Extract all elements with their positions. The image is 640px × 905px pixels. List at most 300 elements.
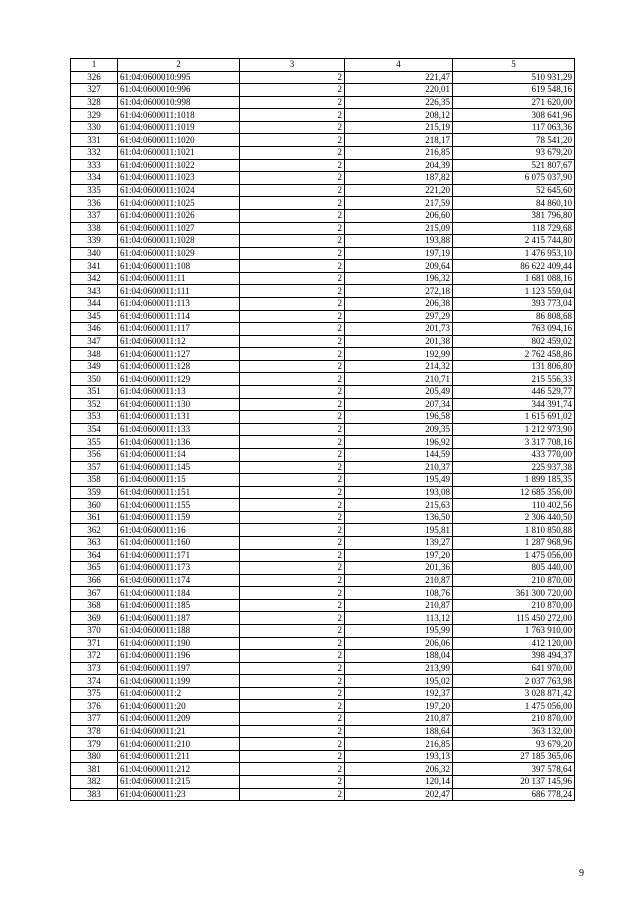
row-number-cell: 342 xyxy=(71,272,118,285)
row-number-cell: 345 xyxy=(71,310,118,323)
category-cell: 2 xyxy=(240,662,345,675)
value-cell: 1 212 973,90 xyxy=(453,423,575,436)
category-cell: 2 xyxy=(240,499,345,512)
category-cell: 2 xyxy=(240,159,345,172)
row-number-cell: 343 xyxy=(71,285,118,298)
column-header-4: 4 xyxy=(345,59,453,72)
area-cell: 193,88 xyxy=(345,235,453,248)
table-row xyxy=(71,335,575,348)
table-row xyxy=(71,700,575,713)
value-cell: 131 806,80 xyxy=(453,360,575,373)
value-cell: 27 185 365,06 xyxy=(453,750,575,763)
value-cell: 3 317 708,16 xyxy=(453,436,575,449)
row-number-cell: 356 xyxy=(71,448,118,461)
table-row xyxy=(71,197,575,210)
table-row xyxy=(71,486,575,499)
area-cell: 218,17 xyxy=(345,134,453,147)
table-row xyxy=(71,260,575,273)
area-cell: 188,64 xyxy=(345,725,453,738)
category-cell: 2 xyxy=(240,763,345,776)
row-number-cell: 359 xyxy=(71,486,118,499)
value-cell: 210 870,00 xyxy=(453,599,575,612)
cadastral-number-cell: 61:04:0600011:1023 xyxy=(118,172,240,185)
area-cell: 226,35 xyxy=(345,96,453,109)
category-cell: 2 xyxy=(240,197,345,210)
category-cell: 2 xyxy=(240,172,345,185)
category-cell: 2 xyxy=(240,637,345,650)
area-cell: 215,63 xyxy=(345,499,453,512)
table-row xyxy=(71,687,575,700)
row-number-cell: 376 xyxy=(71,700,118,713)
table-row xyxy=(71,436,575,449)
category-cell: 2 xyxy=(240,436,345,449)
area-cell: 201,38 xyxy=(345,335,453,348)
area-cell: 221,47 xyxy=(345,71,453,84)
cadastral-number-cell: 61:04:0600011:1029 xyxy=(118,247,240,260)
table-row xyxy=(71,172,575,185)
row-number-cell: 370 xyxy=(71,625,118,638)
row-number-cell: 372 xyxy=(71,650,118,663)
value-cell: 93 679,20 xyxy=(453,147,575,160)
value-cell: 521 807,67 xyxy=(453,159,575,172)
value-cell: 6 075 037,90 xyxy=(453,172,575,185)
category-cell: 2 xyxy=(240,84,345,97)
row-number-cell: 353 xyxy=(71,411,118,424)
cadastral-number-cell: 61:04:0600011:173 xyxy=(118,562,240,575)
table-row xyxy=(71,625,575,638)
value-cell: 686 778,24 xyxy=(453,788,575,801)
value-cell: 118 729,68 xyxy=(453,222,575,235)
cadastral-number-cell: 61:04:0600011:128 xyxy=(118,360,240,373)
table-row xyxy=(71,71,575,84)
table-row xyxy=(71,147,575,160)
value-cell: 308 641,96 xyxy=(453,109,575,122)
table-row xyxy=(71,121,575,134)
area-cell: 215,09 xyxy=(345,222,453,235)
table-row xyxy=(71,713,575,726)
category-cell: 2 xyxy=(240,461,345,474)
table-row xyxy=(71,637,575,650)
table-row xyxy=(71,536,575,549)
area-cell: 209,64 xyxy=(345,260,453,273)
column-header-2: 2 xyxy=(118,59,240,72)
cadastral-number-cell: 61:04:0600011:130 xyxy=(118,398,240,411)
cadastral-number-cell: 61:04:0600011:1020 xyxy=(118,134,240,147)
value-cell: 433 770,00 xyxy=(453,448,575,461)
cadastral-number-cell: 61:04:0600011:13 xyxy=(118,386,240,399)
category-cell: 2 xyxy=(240,612,345,625)
value-cell: 1 681 088,16 xyxy=(453,272,575,285)
area-cell: 210,87 xyxy=(345,574,453,587)
category-cell: 2 xyxy=(240,599,345,612)
cadastral-number-cell: 61:04:0600011:151 xyxy=(118,486,240,499)
table-row xyxy=(71,662,575,675)
cadastral-number-cell: 61:04:0600011:160 xyxy=(118,536,240,549)
cadastral-number-cell: 61:04:0600011:114 xyxy=(118,310,240,323)
area-cell: 195,02 xyxy=(345,675,453,688)
cadastral-number-cell: 61:04:0600011:12 xyxy=(118,335,240,348)
row-number-cell: 373 xyxy=(71,662,118,675)
table-row xyxy=(71,474,575,487)
table-row xyxy=(71,285,575,298)
value-cell: 1 476 953,10 xyxy=(453,247,575,260)
value-cell: 52 645,60 xyxy=(453,184,575,197)
cadastral-number-cell: 61:04:0600011:196 xyxy=(118,650,240,663)
area-cell: 196,58 xyxy=(345,411,453,424)
area-cell: 208,12 xyxy=(345,109,453,122)
cadastral-number-cell: 61:04:0600011:136 xyxy=(118,436,240,449)
row-number-cell: 377 xyxy=(71,713,118,726)
area-cell: 210,87 xyxy=(345,599,453,612)
table-row xyxy=(71,587,575,600)
category-cell: 2 xyxy=(240,687,345,700)
cadastral-number-cell: 61:04:0600011:1018 xyxy=(118,109,240,122)
row-number-cell: 368 xyxy=(71,599,118,612)
table-row xyxy=(71,310,575,323)
category-cell: 2 xyxy=(240,700,345,713)
row-number-cell: 328 xyxy=(71,96,118,109)
row-number-cell: 338 xyxy=(71,222,118,235)
category-cell: 2 xyxy=(240,650,345,663)
area-cell: 210,37 xyxy=(345,461,453,474)
value-cell: 398 494,37 xyxy=(453,650,575,663)
table-row xyxy=(71,524,575,537)
value-cell: 78 541,20 xyxy=(453,134,575,147)
table-row xyxy=(71,222,575,235)
value-cell: 1 287 968,96 xyxy=(453,536,575,549)
row-number-cell: 333 xyxy=(71,159,118,172)
table-row xyxy=(71,650,575,663)
category-cell: 2 xyxy=(240,360,345,373)
table-row xyxy=(71,750,575,763)
category-cell: 2 xyxy=(240,134,345,147)
value-cell: 1 763 910,00 xyxy=(453,625,575,638)
category-cell: 2 xyxy=(240,260,345,273)
category-cell: 2 xyxy=(240,625,345,638)
table-row xyxy=(71,423,575,436)
cadastral-number-cell: 61:04:0600011:127 xyxy=(118,348,240,361)
row-number-cell: 331 xyxy=(71,134,118,147)
row-number-cell: 330 xyxy=(71,121,118,134)
category-cell: 2 xyxy=(240,562,345,575)
area-cell: 197,20 xyxy=(345,549,453,562)
cadastral-number-cell: 61:04:0600011:23 xyxy=(118,788,240,801)
area-cell: 214,32 xyxy=(345,360,453,373)
area-cell: 139,27 xyxy=(345,536,453,549)
cadastral-number-cell: 61:04:0600011:1024 xyxy=(118,184,240,197)
category-cell: 2 xyxy=(240,96,345,109)
table-row xyxy=(71,323,575,336)
area-cell: 221,20 xyxy=(345,184,453,197)
category-cell: 2 xyxy=(240,247,345,260)
cadastral-number-cell: 61:04:0600011:108 xyxy=(118,260,240,273)
area-cell: 187,82 xyxy=(345,172,453,185)
row-number-cell: 335 xyxy=(71,184,118,197)
row-number-cell: 363 xyxy=(71,536,118,549)
area-cell: 202,47 xyxy=(345,788,453,801)
category-cell: 2 xyxy=(240,121,345,134)
column-header-5: 5 xyxy=(453,59,575,72)
table-row xyxy=(71,360,575,373)
table-row xyxy=(71,235,575,248)
area-cell: 193,13 xyxy=(345,750,453,763)
area-cell: 209,35 xyxy=(345,423,453,436)
area-cell: 136,50 xyxy=(345,511,453,524)
area-cell: 195,81 xyxy=(345,524,453,537)
cadastral-number-cell: 61:04:0600011:1028 xyxy=(118,235,240,248)
category-cell: 2 xyxy=(240,147,345,160)
value-cell: 344 391,74 xyxy=(453,398,575,411)
cadastral-number-cell: 61:04:0600011:129 xyxy=(118,373,240,386)
category-cell: 2 xyxy=(240,373,345,386)
row-number-cell: 358 xyxy=(71,474,118,487)
value-cell: 225 937,38 xyxy=(453,461,575,474)
table-row xyxy=(71,675,575,688)
row-number-cell: 329 xyxy=(71,109,118,122)
table-row xyxy=(71,373,575,386)
cadastral-number-cell: 61:04:0600010:996 xyxy=(118,84,240,97)
value-cell: 446 529,77 xyxy=(453,386,575,399)
value-cell: 117 063,36 xyxy=(453,121,575,134)
cadastral-number-cell: 61:04:0600011:174 xyxy=(118,574,240,587)
value-cell: 1 615 691,02 xyxy=(453,411,575,424)
row-number-cell: 365 xyxy=(71,562,118,575)
category-cell: 2 xyxy=(240,209,345,222)
area-cell: 206,38 xyxy=(345,297,453,310)
area-cell: 220,01 xyxy=(345,84,453,97)
row-number-cell: 361 xyxy=(71,511,118,524)
table-row xyxy=(71,411,575,424)
value-cell: 210 870,00 xyxy=(453,713,575,726)
cadastral-number-cell: 61:04:0600011:187 xyxy=(118,612,240,625)
table-row xyxy=(71,599,575,612)
row-number-cell: 327 xyxy=(71,84,118,97)
table-row xyxy=(71,134,575,147)
row-number-cell: 375 xyxy=(71,687,118,700)
category-cell: 2 xyxy=(240,448,345,461)
table-row xyxy=(71,109,575,122)
category-cell: 2 xyxy=(240,335,345,348)
area-cell: 215,19 xyxy=(345,121,453,134)
row-number-cell: 344 xyxy=(71,297,118,310)
value-cell: 86 622 409,44 xyxy=(453,260,575,273)
area-cell: 204,39 xyxy=(345,159,453,172)
value-cell: 86 808,68 xyxy=(453,310,575,323)
cadastral-number-cell: 61:04:0600011:215 xyxy=(118,775,240,788)
table-row xyxy=(71,738,575,751)
category-cell: 2 xyxy=(240,386,345,399)
cadastral-number-cell: 61:04:0600011:2 xyxy=(118,687,240,700)
category-cell: 2 xyxy=(240,474,345,487)
table-row xyxy=(71,574,575,587)
category-cell: 2 xyxy=(240,285,345,298)
table-row xyxy=(71,775,575,788)
area-cell: 210,87 xyxy=(345,713,453,726)
table-row xyxy=(71,511,575,524)
value-cell: 12 685 356,00 xyxy=(453,486,575,499)
cadastral-number-cell: 61:04:0600011:133 xyxy=(118,423,240,436)
table-row xyxy=(71,448,575,461)
row-number-cell: 350 xyxy=(71,373,118,386)
table-row xyxy=(71,549,575,562)
row-number-cell: 349 xyxy=(71,360,118,373)
category-cell: 2 xyxy=(240,222,345,235)
cadastral-number-cell: 61:04:0600011:11 xyxy=(118,272,240,285)
cadastral-number-cell: 61:04:0600011:1019 xyxy=(118,121,240,134)
category-cell: 2 xyxy=(240,109,345,122)
row-number-cell: 340 xyxy=(71,247,118,260)
category-cell: 2 xyxy=(240,713,345,726)
value-cell: 619 548,16 xyxy=(453,84,575,97)
row-number-cell: 369 xyxy=(71,612,118,625)
value-cell: 20 137 145,96 xyxy=(453,775,575,788)
row-number-cell: 355 xyxy=(71,436,118,449)
row-number-cell: 374 xyxy=(71,675,118,688)
row-number-cell: 360 xyxy=(71,499,118,512)
page-number: 9 xyxy=(579,868,584,879)
row-number-cell: 379 xyxy=(71,738,118,751)
cadastral-number-cell: 61:04:0600011:199 xyxy=(118,675,240,688)
area-cell: 216,85 xyxy=(345,738,453,751)
row-number-cell: 367 xyxy=(71,587,118,600)
cadastral-number-cell: 61:04:0600010:995 xyxy=(118,71,240,84)
row-number-cell: 382 xyxy=(71,775,118,788)
table-row xyxy=(71,725,575,738)
category-cell: 2 xyxy=(240,775,345,788)
category-cell: 2 xyxy=(240,235,345,248)
cadastral-number-cell: 61:04:0600011:1025 xyxy=(118,197,240,210)
area-cell: 197,19 xyxy=(345,247,453,260)
category-cell: 2 xyxy=(240,423,345,436)
cadastral-number-cell: 61:04:0600010:998 xyxy=(118,96,240,109)
value-cell: 1 810 850,88 xyxy=(453,524,575,537)
row-number-cell: 341 xyxy=(71,260,118,273)
table-row xyxy=(71,84,575,97)
area-cell: 213,99 xyxy=(345,662,453,675)
value-cell: 2 306 440,50 xyxy=(453,511,575,524)
table-row xyxy=(71,96,575,109)
value-cell: 361 300 720,00 xyxy=(453,587,575,600)
category-cell: 2 xyxy=(240,574,345,587)
table-header-row xyxy=(71,59,575,72)
value-cell: 805 440,00 xyxy=(453,562,575,575)
row-number-cell: 364 xyxy=(71,549,118,562)
value-cell: 397 578,64 xyxy=(453,763,575,776)
table-body xyxy=(71,71,575,801)
category-cell: 2 xyxy=(240,549,345,562)
area-cell: 196,32 xyxy=(345,272,453,285)
row-number-cell: 381 xyxy=(71,763,118,776)
value-cell: 763 094,16 xyxy=(453,323,575,336)
row-number-cell: 351 xyxy=(71,386,118,399)
row-number-cell: 366 xyxy=(71,574,118,587)
cadastral-number-cell: 61:04:0600011:188 xyxy=(118,625,240,638)
category-cell: 2 xyxy=(240,738,345,751)
value-cell: 110 402,56 xyxy=(453,499,575,512)
value-cell: 271 620,00 xyxy=(453,96,575,109)
cadastral-number-cell: 61:04:0600011:155 xyxy=(118,499,240,512)
row-number-cell: 378 xyxy=(71,725,118,738)
value-cell: 1 475 056,00 xyxy=(453,549,575,562)
value-cell: 412 120,00 xyxy=(453,637,575,650)
value-cell: 1 123 559,04 xyxy=(453,285,575,298)
area-cell: 113,12 xyxy=(345,612,453,625)
row-number-cell: 383 xyxy=(71,788,118,801)
area-cell: 197,20 xyxy=(345,700,453,713)
cadastral-number-cell: 61:04:0600011:185 xyxy=(118,599,240,612)
value-cell: 3 028 871,42 xyxy=(453,687,575,700)
area-cell: 206,06 xyxy=(345,637,453,650)
cadastral-number-cell: 61:04:0600011:211 xyxy=(118,750,240,763)
table-row xyxy=(71,398,575,411)
area-cell: 217,59 xyxy=(345,197,453,210)
category-cell: 2 xyxy=(240,71,345,84)
table-row xyxy=(71,562,575,575)
category-cell: 2 xyxy=(240,536,345,549)
row-number-cell: 357 xyxy=(71,461,118,474)
cadastral-number-cell: 61:04:0600011:111 xyxy=(118,285,240,298)
area-cell: 216,85 xyxy=(345,147,453,160)
area-cell: 205,49 xyxy=(345,386,453,399)
row-number-cell: 334 xyxy=(71,172,118,185)
column-header-3: 3 xyxy=(240,59,345,72)
cadastral-number-cell: 61:04:0600011:1021 xyxy=(118,147,240,160)
table-row xyxy=(71,247,575,260)
category-cell: 2 xyxy=(240,486,345,499)
value-cell: 93 679,20 xyxy=(453,738,575,751)
category-cell: 2 xyxy=(240,675,345,688)
cadastral-number-cell: 61:04:0600011:145 xyxy=(118,461,240,474)
row-number-cell: 362 xyxy=(71,524,118,537)
cadastral-number-cell: 61:04:0600011:210 xyxy=(118,738,240,751)
category-cell: 2 xyxy=(240,788,345,801)
table-row xyxy=(71,348,575,361)
cadastral-number-cell: 61:04:0600011:159 xyxy=(118,511,240,524)
category-cell: 2 xyxy=(240,524,345,537)
row-number-cell: 332 xyxy=(71,147,118,160)
area-cell: 192,99 xyxy=(345,348,453,361)
cadastral-number-cell: 61:04:0600011:197 xyxy=(118,662,240,675)
cadastral-number-cell: 61:04:0600011:117 xyxy=(118,323,240,336)
row-number-cell: 337 xyxy=(71,209,118,222)
area-cell: 108,76 xyxy=(345,587,453,600)
area-cell: 201,36 xyxy=(345,562,453,575)
area-cell: 192,37 xyxy=(345,687,453,700)
table-row xyxy=(71,209,575,222)
cadastral-number-cell: 61:04:0600011:113 xyxy=(118,297,240,310)
value-cell: 2 037 763,98 xyxy=(453,675,575,688)
value-cell: 215 556,33 xyxy=(453,373,575,386)
cadastral-value-table xyxy=(70,58,575,801)
cadastral-number-cell: 61:04:0600011:209 xyxy=(118,713,240,726)
cadastral-number-cell: 61:04:0600011:1022 xyxy=(118,159,240,172)
cadastral-number-cell: 61:04:0600011:21 xyxy=(118,725,240,738)
value-cell: 381 796,80 xyxy=(453,209,575,222)
area-cell: 195,49 xyxy=(345,474,453,487)
cadastral-number-cell: 61:04:0600011:1027 xyxy=(118,222,240,235)
row-number-cell: 326 xyxy=(71,71,118,84)
category-cell: 2 xyxy=(240,511,345,524)
column-header-1: 1 xyxy=(71,59,118,72)
area-cell: 207,34 xyxy=(345,398,453,411)
value-cell: 510 931,29 xyxy=(453,71,575,84)
value-cell: 210 870,00 xyxy=(453,574,575,587)
cadastral-number-cell: 61:04:0600011:131 xyxy=(118,411,240,424)
area-cell: 144,59 xyxy=(345,448,453,461)
table-row xyxy=(71,788,575,801)
value-cell: 2 415 744,80 xyxy=(453,235,575,248)
row-number-cell: 371 xyxy=(71,637,118,650)
